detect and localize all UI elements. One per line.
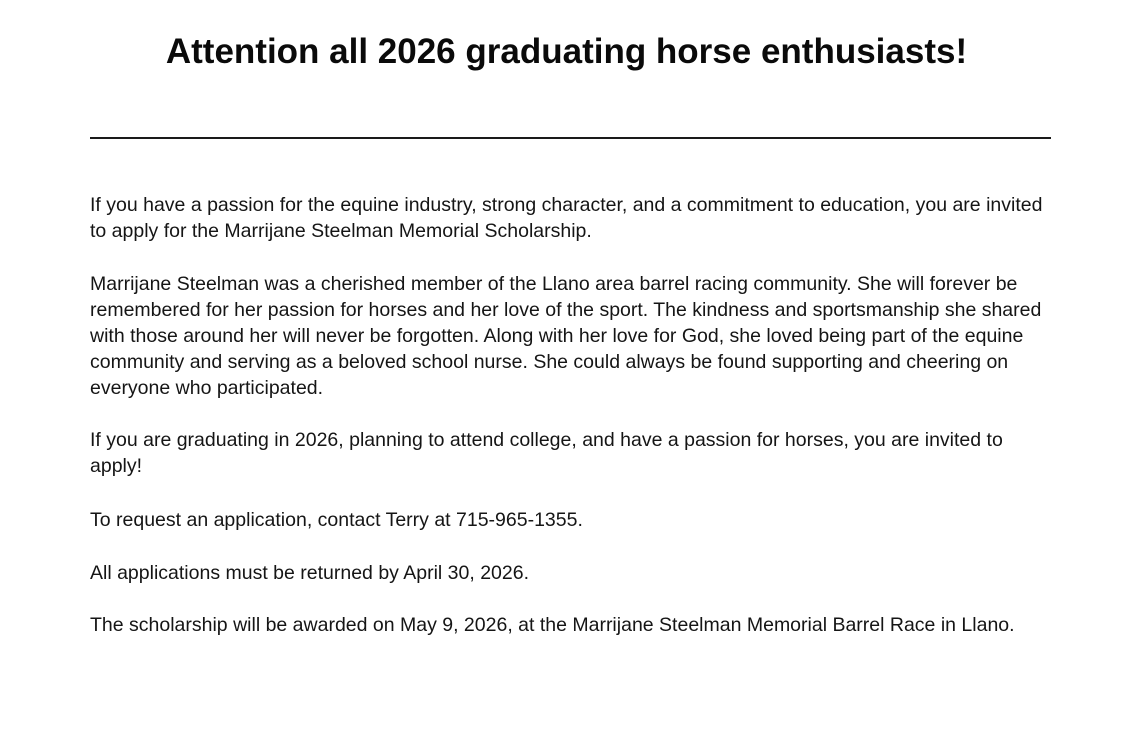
memorial-paragraph: Marrijane Steelman was a cherished member of the Llano area barrel racing community. She will forever be remembered for her passion for horses and her love of the sport. The kindness and sportsmanship she shared with those around her will never be forgotten. Along with her love for God, she loved being part of the equine community and serving as a beloved school nurse. She could always be found supporting and cheering on everyone who participated. xyxy=(90,273,1042,399)
award-paragraph: The scholarship will be awarded on May 9, 2026, at the Marrijane Steelman Memorial Barrel Race in Llano. xyxy=(90,614,1015,636)
eligibility-paragraph: If you are graduating in 2026, planning to attend college, and have a passion for horses, you are invited to apply! xyxy=(90,429,1003,477)
flyer-title: Attention all 2026 graduating horse enthusiasts! xyxy=(165,32,968,71)
intro-paragraph: If you have a passion for the equine industry, strong character, and a commitment to education, you are invited to apply for the Marrijane Steelman Memorial Scholarship. xyxy=(90,194,1043,242)
title-divider xyxy=(90,137,1051,139)
deadline-paragraph: All applications must be returned by April 30, 2026. xyxy=(90,562,530,584)
contact-paragraph: To request an application, contact Terry at 715-965-1355. xyxy=(90,509,583,531)
